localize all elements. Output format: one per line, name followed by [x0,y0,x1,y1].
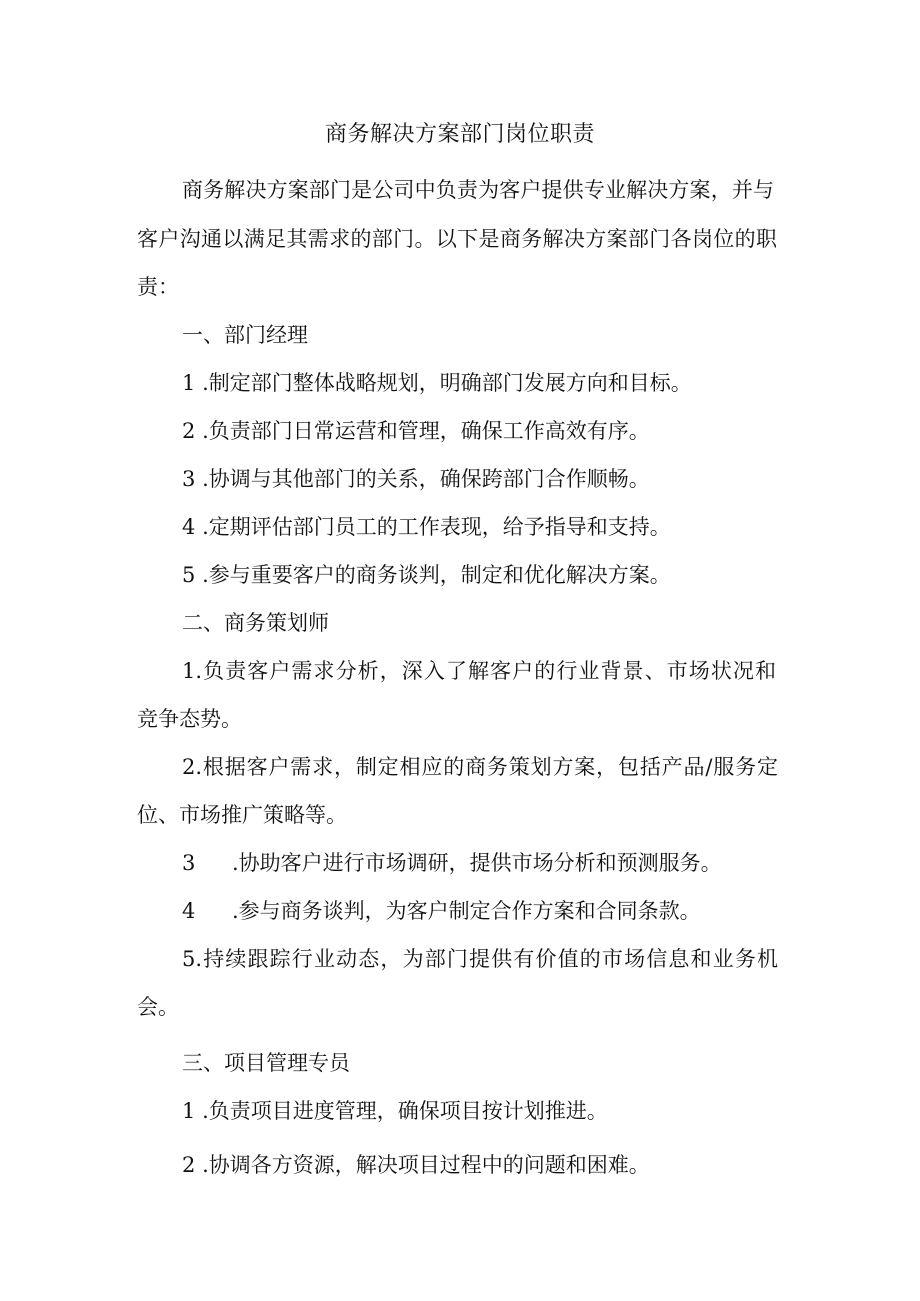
item-text: .协助客户进行市场调研，提供市场分析和预测服务。 [232,851,722,875]
intro-line-2: 客户沟通以满足其需求的部门。以下是商务解决方案部门各岗位的职 [137,227,777,251]
item-number: 5 [182,563,196,587]
item-number: 2 [182,755,196,779]
item-number: 1 [182,371,196,395]
item-number: 4 [182,515,196,539]
list-item [182,1096,608,1126]
item-continuation: 竞争态势。 [137,707,242,731]
list-item [182,848,722,878]
item-text: .参与商务谈判，为客户制定合作方案和合同条款。 [232,899,701,923]
item-text: .负责部门日常运营和管理，确保工作高效有序。 [202,419,650,443]
intro-line-3: 责： [137,275,179,299]
list-item [182,560,671,590]
item-number: 3 [182,467,196,491]
list-item [182,752,778,782]
item-number: 3 [182,851,196,875]
list-item [182,896,701,926]
section-heading-manager: 一、部门经理 [182,323,308,347]
list-item [182,1150,650,1180]
item-text: .制定部门整体战略规划，明确部门发展方向和目标。 [202,371,692,395]
section-heading-planner: 二、商务策划师 [182,611,329,635]
item-number: 2 [182,1153,196,1177]
item-text: .负责项目进度管理，确保项目按计划推进。 [202,1099,608,1123]
item-continuation: 位、市场推广策略等。 [137,803,347,827]
item-text: .负责客户需求分析，深入了解客户的行业背景、市场状况和 [195,659,776,683]
list-item [182,656,776,686]
item-text: .根据客户需求，制定相应的商务策划方案，包括产品/服务定 [195,755,778,779]
item-text: .参与重要客户的商务谈判，制定和优化解决方案。 [202,563,671,587]
item-number: 2 [182,419,196,443]
item-text: .协调与其他部门的关系，确保跨部门合作顺畅。 [202,467,650,491]
item-number: 4 [182,899,196,923]
item-text: .定期评估部门员工的工作表现，给予指导和支持。 [202,515,671,539]
item-text: .持续跟踪行业动态，为部门提供有价值的市场信息和业务机 [195,947,778,971]
item-text: .协调各方资源，解决项目过程中的问题和困难。 [202,1153,650,1177]
list-item [182,368,692,398]
list-item [182,416,650,446]
item-number: 5 [182,947,196,971]
document-title: 商务解决方案部门岗位职责 [324,122,595,147]
list-item [182,512,671,542]
section-heading-project-specialist: 三、项目管理专员 [182,1051,350,1075]
intro-line-1: 商务解决方案部门是公司中负责为客户提供专业解决方案，并与 [182,178,774,202]
item-number: 1 [182,1099,196,1123]
item-number: 1 [182,659,196,683]
item-continuation: 会。 [137,995,179,1019]
list-item [182,944,778,974]
list-item [182,464,650,494]
